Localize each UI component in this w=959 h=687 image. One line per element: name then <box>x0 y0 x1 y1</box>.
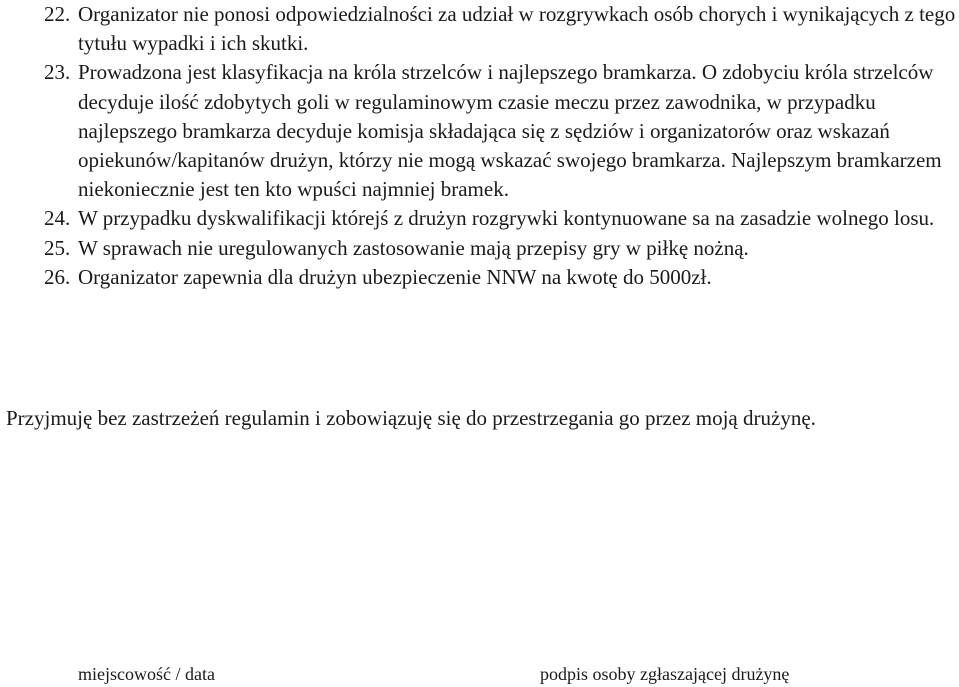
rule-number: 23. <box>44 60 71 85</box>
regulations-list <box>44 0 956 292</box>
rule-item-24 <box>44 204 956 233</box>
rule-text: Prowadzona jest klasyfikacja na króla strzelców i najlepszego bramkarza. O zdobyciu króla strzelców decyduje ilość zdobytych goli w regulaminowym czasie meczu przez zawodnika, w przypadku najlepszego bramkarza decyduje komisja składająca się z sędziów i organizatorów oraz wskazań opiekunów/kapitanów drużyn, którzy nie mogą wskazać swojego bramkarza. Najlepszym bramkarzem niekoniecznie jest ten kto wpuści najmniej bramek. <box>78 60 942 202</box>
rule-text: Organizator zapewnia dla drużyn ubezpieczenie NNW na kwotę do 5000zł. <box>78 264 712 289</box>
rule-text: W sprawach nie uregulowanych zastosowanie mają przepisy gry w piłkę nożną. <box>78 235 749 260</box>
rule-item-22 <box>44 0 956 58</box>
signature-label: podpis osoby zgłaszającej drużynę <box>540 664 790 684</box>
acceptance-declaration: Przyjmuję bez zastrzeżeń regulamin i zobowiązuję się do przestrzegania go przez moją drużynę. <box>6 406 816 430</box>
rule-number: 22. <box>44 2 71 26</box>
rule-number: 25. <box>44 235 71 260</box>
rule-text: W przypadku dyskwalifikacji którejś z drużyn rozgrywki kontynuowane sa na zasadzie wolnego losu. <box>78 206 935 231</box>
rule-item-26 <box>44 263 956 292</box>
rule-text: Organizator nie ponosi odpowiedzialności za udział w rozgrywkach osób chorych i wynikających z tego tytułu wypadki i ich skutki. <box>78 2 956 56</box>
rule-number: 26. <box>44 264 71 289</box>
rule-number: 24. <box>44 206 71 231</box>
rule-item-23 <box>44 58 956 204</box>
rule-item-25 <box>44 234 956 263</box>
place-date-label: miejscowość / data <box>78 664 215 684</box>
